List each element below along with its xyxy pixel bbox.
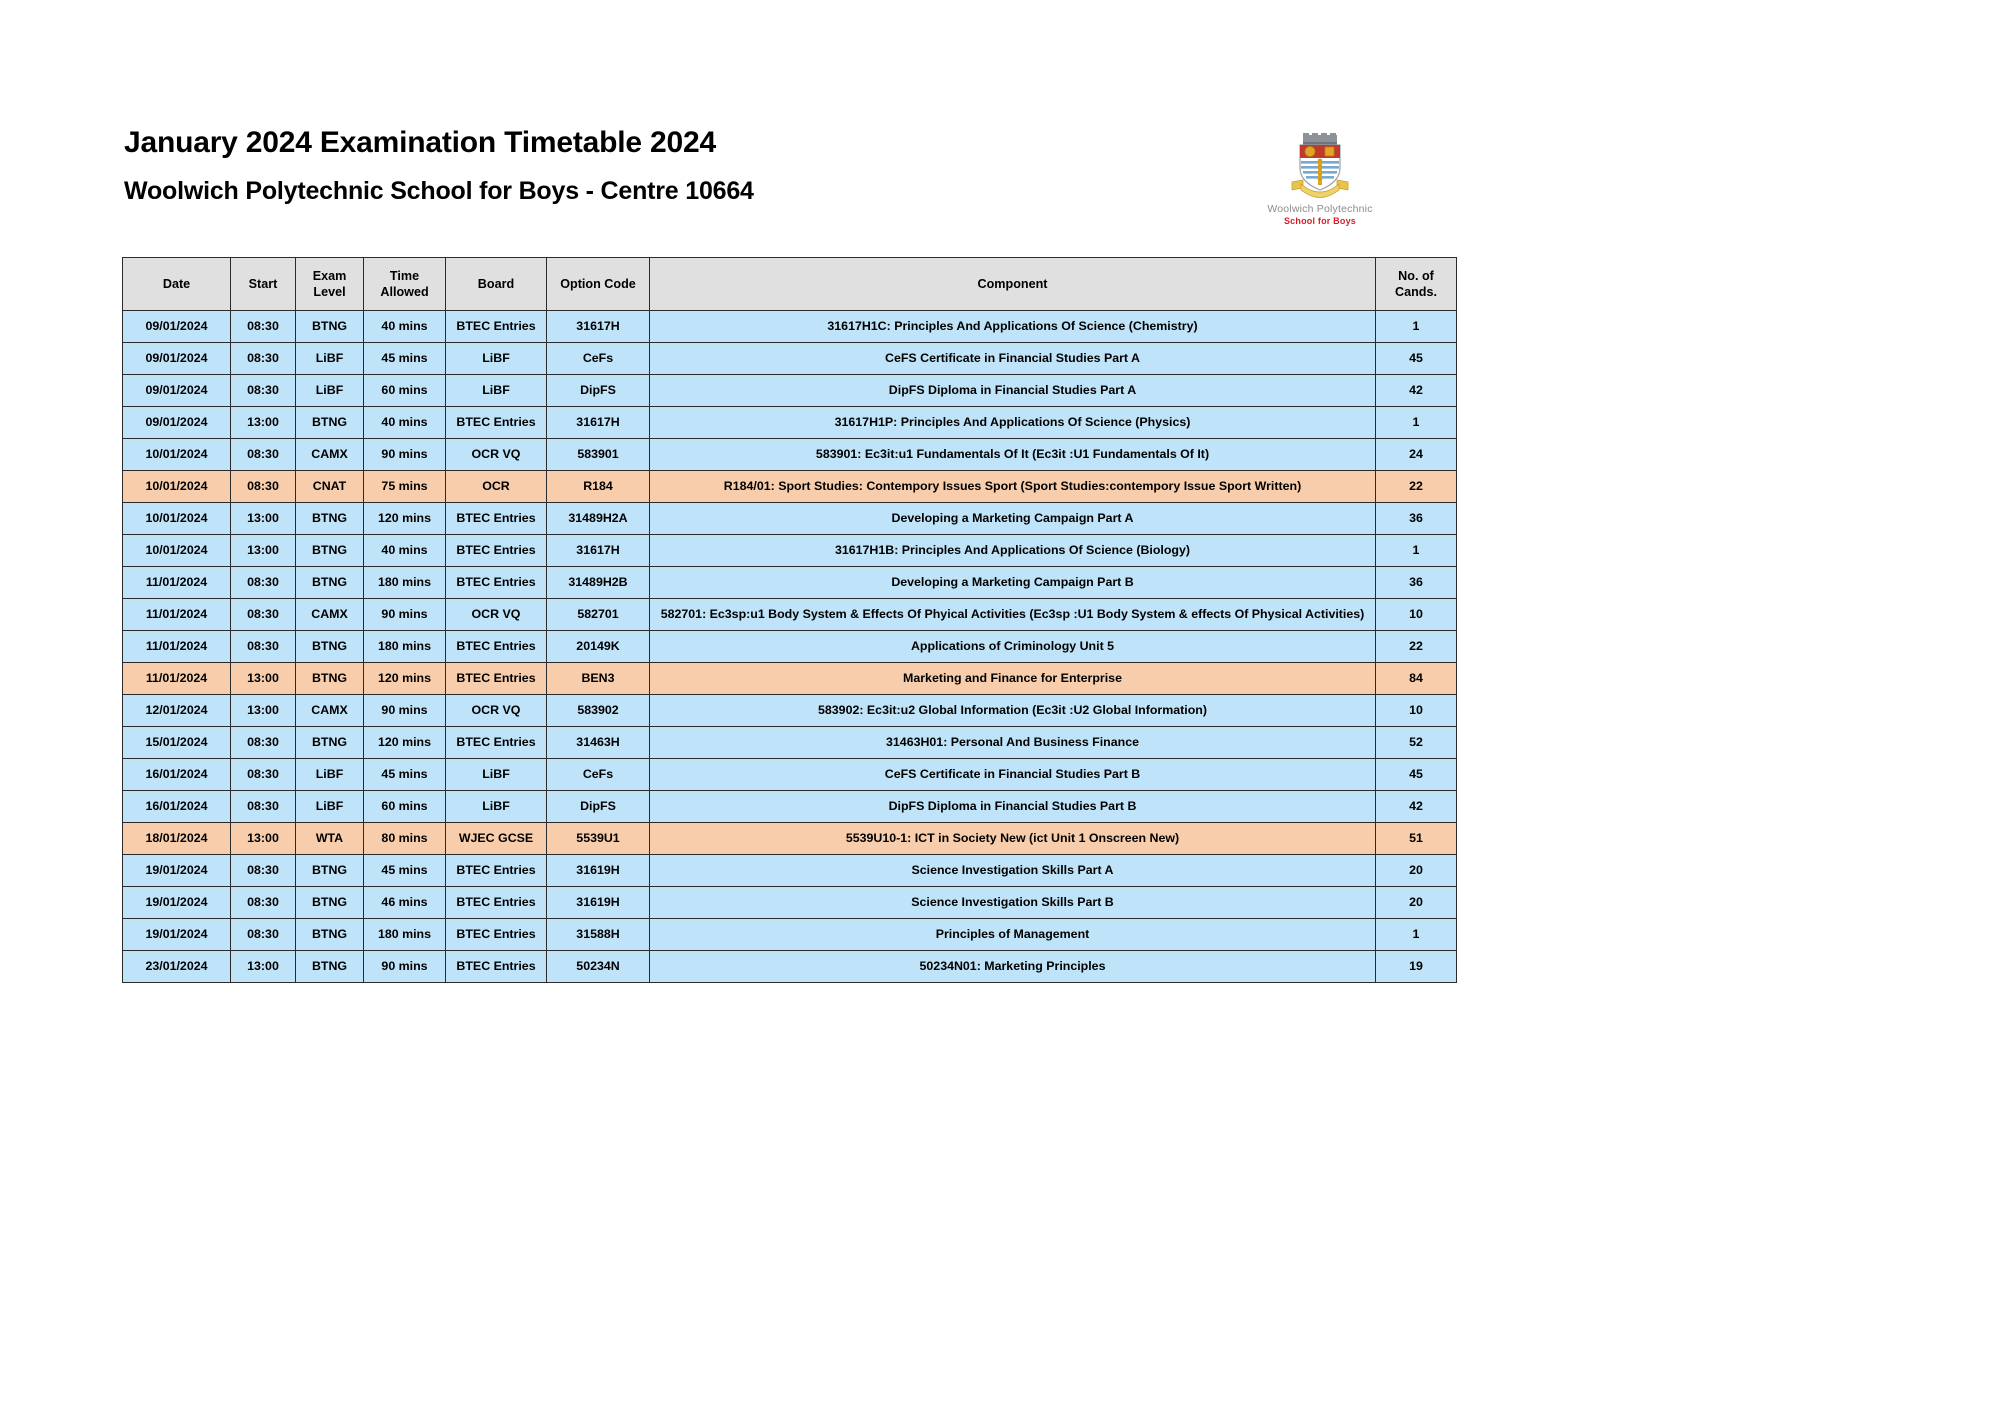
time-allowed-line2: Allowed [380,285,429,299]
cell-option-code: 31617H [547,535,650,567]
cell-board: BTEC Entries [446,407,547,439]
cell-date: 16/01/2024 [123,791,231,823]
cell-start: 13:00 [231,951,296,983]
school-logo [1245,130,1395,235]
cell-board: OCR [446,471,547,503]
cell-component: 31617H1C: Principles And Applications Of Science (Chemistry) [650,311,1376,343]
cell-component: 31617H1P: Principles And Applications Of Science (Physics) [650,407,1376,439]
cell-time-allowed: 75 mins [364,471,446,503]
cell-no-of-cands: 10 [1376,695,1457,727]
cell-date: 09/01/2024 [123,407,231,439]
cell-time-allowed: 45 mins [364,759,446,791]
cell-component: Developing a Marketing Campaign Part A [650,503,1376,535]
cell-start: 08:30 [231,311,296,343]
cell-component: Developing a Marketing Campaign Part B [650,567,1376,599]
cell-board: OCR VQ [446,695,547,727]
cell-exam-level: BTNG [296,727,364,759]
cell-no-of-cands: 19 [1376,951,1457,983]
cell-no-of-cands: 24 [1376,439,1457,471]
cell-board: LiBF [446,759,547,791]
cell-exam-level: BTNG [296,407,364,439]
cell-component: 31463H01: Personal And Business Finance [650,727,1376,759]
table-row [123,631,1457,663]
exam-level-line2: Level [313,285,346,299]
cell-time-allowed: 120 mins [364,727,446,759]
cell-exam-level: BTNG [296,919,364,951]
cell-option-code: CeFs [547,343,650,375]
cell-no-of-cands: 84 [1376,663,1457,695]
cell-exam-level: BTNG [296,503,364,535]
cell-option-code: CeFs [547,759,650,791]
cell-start: 08:30 [231,855,296,887]
cell-start: 08:30 [231,791,296,823]
column-header-start: Start [231,258,296,311]
column-header-date: Date [123,258,231,311]
cell-no-of-cands: 22 [1376,471,1457,503]
table-header-row [123,258,1457,311]
cell-component: 583901: Ec3it:u1 Fundamentals Of It (Ec3it :U1 Fundamentals Of It) [650,439,1376,471]
cell-exam-level: LiBF [296,759,364,791]
cell-component: Principles of Management [650,919,1376,951]
cell-date: 15/01/2024 [123,727,231,759]
cell-option-code: 31617H [547,407,650,439]
school-crest-icon [1289,130,1351,202]
cell-option-code: 31463H [547,727,650,759]
cell-board: LiBF [446,343,547,375]
cell-no-of-cands: 45 [1376,759,1457,791]
table-row [123,695,1457,727]
cell-option-code: 31588H [547,919,650,951]
cell-no-of-cands: 1 [1376,535,1457,567]
cell-time-allowed: 90 mins [364,695,446,727]
cell-time-allowed: 180 mins [364,567,446,599]
cell-exam-level: CNAT [296,471,364,503]
cell-no-of-cands: 45 [1376,343,1457,375]
cell-option-code: 20149K [547,631,650,663]
cell-time-allowed: 45 mins [364,855,446,887]
cell-board: BTEC Entries [446,663,547,695]
cell-start: 13:00 [231,695,296,727]
table-body [123,311,1457,983]
table-row [123,311,1457,343]
no-of-cands-line2: Cands. [1395,285,1437,299]
cell-time-allowed: 90 mins [364,439,446,471]
cell-start: 08:30 [231,343,296,375]
table-row [123,471,1457,503]
cell-component: 50234N01: Marketing Principles [650,951,1376,983]
cell-time-allowed: 40 mins [364,311,446,343]
cell-exam-level: BTNG [296,855,364,887]
cell-exam-level: CAMX [296,599,364,631]
cell-no-of-cands: 42 [1376,791,1457,823]
cell-component: DipFS Diploma in Financial Studies Part B [650,791,1376,823]
cell-option-code: 31619H [547,855,650,887]
cell-start: 08:30 [231,759,296,791]
cell-component: CeFS Certificate in Financial Studies Part B [650,759,1376,791]
table-row [123,503,1457,535]
exam-level-line1: Exam [312,268,347,283]
table-row [123,919,1457,951]
cell-option-code: 583902 [547,695,650,727]
cell-option-code: 583901 [547,439,650,471]
cell-start: 08:30 [231,471,296,503]
cell-no-of-cands: 1 [1376,311,1457,343]
cell-exam-level: BTNG [296,311,364,343]
cell-date: 09/01/2024 [123,343,231,375]
cell-board: OCR VQ [446,439,547,471]
cell-option-code: DipFS [547,375,650,407]
cell-option-code: 5539U1 [547,823,650,855]
cell-date: 19/01/2024 [123,855,231,887]
table-row [123,791,1457,823]
cell-time-allowed: 120 mins [364,663,446,695]
table-row [123,407,1457,439]
cell-date: 10/01/2024 [123,471,231,503]
table-header [123,258,1457,311]
cell-exam-level: BTNG [296,951,364,983]
table-row [123,855,1457,887]
cell-date: 10/01/2024 [123,439,231,471]
cell-date: 19/01/2024 [123,919,231,951]
cell-no-of-cands: 52 [1376,727,1457,759]
cell-option-code: 31619H [547,887,650,919]
cell-exam-level: CAMX [296,439,364,471]
cell-board: OCR VQ [446,599,547,631]
cell-start: 13:00 [231,503,296,535]
cell-option-code: DipFS [547,791,650,823]
cell-date: 11/01/2024 [123,599,231,631]
cell-time-allowed: 45 mins [364,343,446,375]
cell-start: 08:30 [231,439,296,471]
page-subtitle: Woolwich Polytechnic School for Boys - Centre 10664 [124,176,754,205]
cell-exam-level: BTNG [296,887,364,919]
cell-date: 11/01/2024 [123,663,231,695]
column-header-time-allowed [364,258,446,311]
cell-component: R184/01: Sport Studies: Contempory Issues Sport (Sport Studies:contempory Issue Sport Written) [650,471,1376,503]
cell-exam-level: CAMX [296,695,364,727]
table-row [123,375,1457,407]
cell-no-of-cands: 20 [1376,855,1457,887]
cell-no-of-cands: 1 [1376,407,1457,439]
cell-start: 13:00 [231,407,296,439]
cell-option-code: BEN3 [547,663,650,695]
table-row [123,663,1457,695]
exam-timetable-container [122,257,1456,983]
cell-date: 09/01/2024 [123,311,231,343]
no-of-cands-line1: No. of [1398,268,1434,283]
cell-option-code: 31617H [547,311,650,343]
cell-board: BTEC Entries [446,567,547,599]
column-header-component: Component [650,258,1376,311]
cell-exam-level: LiBF [296,791,364,823]
cell-no-of-cands: 51 [1376,823,1457,855]
page-title: January 2024 Examination Timetable 2024 [124,126,716,159]
cell-start: 08:30 [231,631,296,663]
cell-date: 16/01/2024 [123,759,231,791]
document-header [124,126,1424,205]
cell-date: 10/01/2024 [123,535,231,567]
cell-date: 12/01/2024 [123,695,231,727]
cell-exam-level: WTA [296,823,364,855]
table-row [123,759,1457,791]
cell-board: BTEC Entries [446,887,547,919]
logo-school-name: Woolwich Polytechnic [1267,203,1373,215]
cell-option-code: R184 [547,471,650,503]
table-row [123,567,1457,599]
cell-start: 13:00 [231,663,296,695]
cell-time-allowed: 180 mins [364,631,446,663]
cell-start: 13:00 [231,535,296,567]
cell-option-code: 50234N [547,951,650,983]
cell-no-of-cands: 20 [1376,887,1457,919]
cell-date: 10/01/2024 [123,503,231,535]
cell-board: BTEC Entries [446,631,547,663]
cell-component: Science Investigation Skills Part B [650,887,1376,919]
cell-board: BTEC Entries [446,311,547,343]
table-row [123,823,1457,855]
cell-date: 19/01/2024 [123,887,231,919]
cell-no-of-cands: 22 [1376,631,1457,663]
cell-exam-level: LiBF [296,343,364,375]
cell-board: BTEC Entries [446,855,547,887]
cell-no-of-cands: 36 [1376,567,1457,599]
cell-time-allowed: 40 mins [364,407,446,439]
cell-no-of-cands: 36 [1376,503,1457,535]
cell-no-of-cands: 1 [1376,919,1457,951]
cell-time-allowed: 90 mins [364,951,446,983]
cell-start: 08:30 [231,599,296,631]
cell-board: WJEC GCSE [446,823,547,855]
cell-option-code: 582701 [547,599,650,631]
cell-component: Marketing and Finance for Enterprise [650,663,1376,695]
cell-component: CeFS Certificate in Financial Studies Part A [650,343,1376,375]
cell-time-allowed: 46 mins [364,887,446,919]
cell-start: 13:00 [231,823,296,855]
cell-start: 08:30 [231,567,296,599]
cell-board: LiBF [446,791,547,823]
cell-start: 08:30 [231,375,296,407]
cell-date: 11/01/2024 [123,631,231,663]
cell-board: BTEC Entries [446,951,547,983]
cell-date: 09/01/2024 [123,375,231,407]
cell-option-code: 31489H2B [547,567,650,599]
cell-component: 583902: Ec3it:u2 Global Information (Ec3it :U2 Global Information) [650,695,1376,727]
exam-timetable [122,257,1457,983]
table-row [123,951,1457,983]
logo-tagline: School for Boys [1283,216,1356,226]
cell-no-of-cands: 10 [1376,599,1457,631]
cell-board: BTEC Entries [446,727,547,759]
cell-board: BTEC Entries [446,535,547,567]
cell-time-allowed: 60 mins [364,791,446,823]
table-row [123,535,1457,567]
table-row [123,343,1457,375]
cell-component: DipFS Diploma in Financial Studies Part A [650,375,1376,407]
cell-start: 08:30 [231,727,296,759]
cell-time-allowed: 40 mins [364,535,446,567]
table-row [123,599,1457,631]
cell-board: BTEC Entries [446,503,547,535]
column-header-board: Board [446,258,547,311]
cell-start: 08:30 [231,887,296,919]
cell-component: 31617H1B: Principles And Applications Of Science (Biology) [650,535,1376,567]
cell-time-allowed: 80 mins [364,823,446,855]
cell-exam-level: LiBF [296,375,364,407]
column-header-option-code: Option Code [547,258,650,311]
cell-option-code: 31489H2A [547,503,650,535]
cell-board: LiBF [446,375,547,407]
cell-component: Applications of Criminology Unit 5 [650,631,1376,663]
cell-no-of-cands: 42 [1376,375,1457,407]
cell-time-allowed: 180 mins [364,919,446,951]
time-allowed-line1: Time [389,268,420,283]
cell-time-allowed: 90 mins [364,599,446,631]
table-row [123,887,1457,919]
table-row [123,727,1457,759]
cell-date: 18/01/2024 [123,823,231,855]
cell-component: 5539U10-1: ICT in Society New (ict Unit 1 Onscreen New) [650,823,1376,855]
cell-exam-level: BTNG [296,535,364,567]
cell-start: 08:30 [231,919,296,951]
cell-date: 11/01/2024 [123,567,231,599]
table-row [123,439,1457,471]
cell-board: BTEC Entries [446,919,547,951]
column-header-no-of-cands [1376,258,1457,311]
cell-exam-level: BTNG [296,567,364,599]
cell-component: Science Investigation Skills Part A [650,855,1376,887]
cell-date: 23/01/2024 [123,951,231,983]
cell-exam-level: BTNG [296,631,364,663]
cell-time-allowed: 60 mins [364,375,446,407]
cell-component: 582701: Ec3sp:u1 Body System & Effects Of Phyical Activities (Ec3sp :U1 Body System & effects Of Physical Activities) [650,599,1376,631]
cell-exam-level: BTNG [296,663,364,695]
column-header-exam-level [296,258,364,311]
cell-time-allowed: 120 mins [364,503,446,535]
